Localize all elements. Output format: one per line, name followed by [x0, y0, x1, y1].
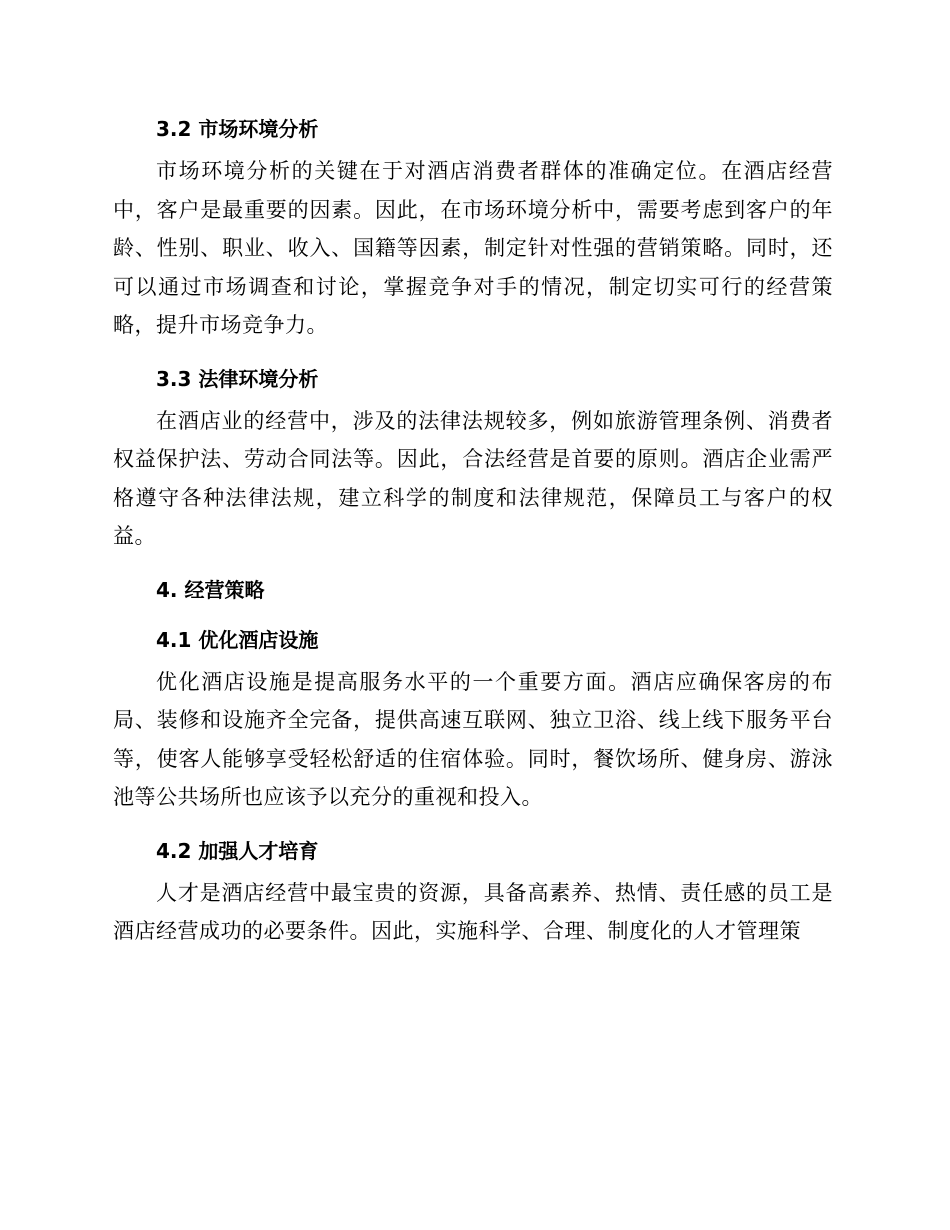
section-heading-4-1: 4.1 优化酒店设施 [156, 627, 319, 652]
section-paragraph-3-2: 市场环境分析的关键在于对酒店消费者群体的准确定位。在酒店经营中，客户是最重要的因素。因此，在市场环境分析中，需要考虑到客户的年龄、性别、职业、收入、国籍等因素，制定针对性强的营销策略。同时，还可以通过市场调查和讨论，掌握竞争对手的情况，制定切实可行的经营策略，提升市场竞争力。 [113, 159, 833, 337]
section-spacer [113, 613, 833, 621]
section-paragraph-4-2: 人才是酒店经营中最宝贵的资源，具备高素养、热情、责任感的员工是酒店经营成功的必要条件。因此，实施科学、合理、制度化的人才管理策 [113, 880, 833, 943]
section-heading-4-2: 4.2 加强人才培育 [156, 838, 319, 863]
document-body [113, 110, 833, 966]
section-heading-3-2: 3.2 市场环境分析 [156, 117, 319, 141]
section-heading-4: 4. 经营策略 [156, 577, 265, 602]
section-paragraph-4-1: 优化酒店设施是提高服务水平的一个重要方面。酒店应确保客房的布局、装修和设施齐全完备，提供高速互联网、独立卫浴、线上线下服务平台等，使客人能够享受轻松舒适的住宿体验。同时，餐饮场所、健身房、游泳池等公共场所也应该予以充分的重视和投入。 [113, 669, 833, 809]
section-heading-3-3: 3.3 法律环境分析 [156, 366, 319, 391]
section-paragraph-3-3: 在酒店业的经营中，涉及的法律法规较多，例如旅游管理条例、消费者权益保护法、劳动合同法等。因此，合法经营是首要的原则。酒店企业需严格遵守各种法律法规，建立科学的制度和法律规范，保障员工与客户的权益。 [113, 408, 833, 548]
